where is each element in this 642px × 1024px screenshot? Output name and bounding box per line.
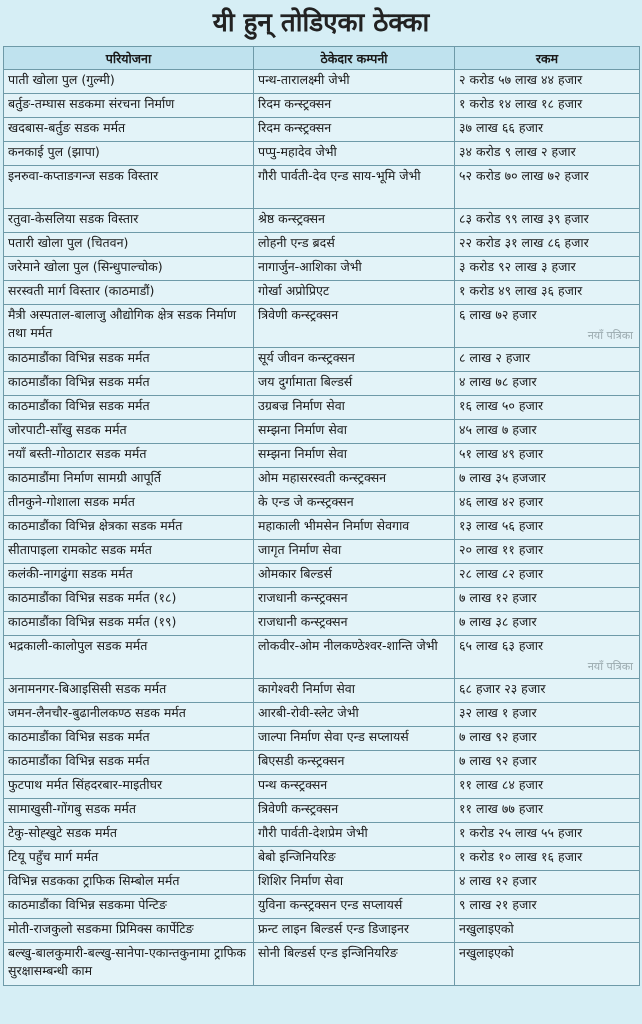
amount-cell: ५१ लाख ४९ हजार — [455, 444, 640, 468]
table-row — [4, 94, 640, 118]
project-cell: तीनकुने-गोशाला सडक मर्मत — [4, 492, 254, 516]
company-cell: त्रिवेणी कन्स्ट्रक्सन — [254, 799, 455, 823]
table-row — [4, 468, 640, 492]
company-cell: गोर्खा अप्रोप्रिएट — [254, 281, 455, 305]
project-cell: टेकु-सोह्खुटे सडक मर्मत — [4, 823, 254, 847]
amount-cell: १ करोड १० लाख १६ हजार — [455, 847, 640, 871]
project-cell: काठमाडौंका विभिन्न सडक मर्मत — [4, 396, 254, 420]
company-cell: गौरी पार्वती-देशप्रेम जेभी — [254, 823, 455, 847]
company-cell: राजधानी कन्स्ट्रक्सन — [254, 588, 455, 612]
project-cell: भद्रकाली-कालोपुल सडक मर्मत — [4, 636, 254, 679]
amount-cell: ७ लाख ९२ हजार — [455, 727, 640, 751]
project-cell: कलंकी-नागढुंगा सडक मर्मत — [4, 564, 254, 588]
page-title: यी हुन् तोडिएका ठेक्का — [212, 8, 430, 38]
amount-cell: ३७ लाख ६६ हजार — [455, 118, 640, 142]
table-row — [4, 305, 640, 348]
amount-cell: ४६ लाख ४२ हजार — [455, 492, 640, 516]
table-row — [4, 233, 640, 257]
amount-cell: ६५ लाख ६३ हजार नयाँ पत्रिका — [455, 636, 640, 679]
amount-cell: १६ लाख ५० हजार — [455, 396, 640, 420]
company-cell: लोकवीर-ओम नीलकण्ठेश्वर-शान्ति जेभी — [254, 636, 455, 679]
table-row — [4, 516, 640, 540]
table-row — [4, 727, 640, 751]
table-row — [4, 372, 640, 396]
project-cell: पाती खोला पुल (गुल्मी) — [4, 70, 254, 94]
table-row — [4, 823, 640, 847]
amount-cell: ७ लाख ३८ हजार — [455, 612, 640, 636]
table-row — [4, 396, 640, 420]
amount-cell: २ करोड ५७ लाख ४४ हजार — [455, 70, 640, 94]
amount-cell: ४ लाख १२ हजार — [455, 871, 640, 895]
project-cell: सामाखुसी-गोंगबु सडक मर्मत — [4, 799, 254, 823]
amount-cell: ३४ करोड ९ लाख २ हजार — [455, 142, 640, 166]
company-cell: पप्पु-महादेव जेभी — [254, 142, 455, 166]
project-cell: जरेमाने खोला पुल (सिन्धुपाल्चोक) — [4, 257, 254, 281]
company-cell: जाल्पा निर्माण सेवा एन्ड सप्लायर्स — [254, 727, 455, 751]
company-cell: जय दुर्गामाता बिल्डर्स — [254, 372, 455, 396]
table-row — [4, 612, 640, 636]
amount-cell: ७ लाख १२ हजार — [455, 588, 640, 612]
amount-cell: १ करोड ४९ लाख ३६ हजार — [455, 281, 640, 305]
table-row — [4, 492, 640, 516]
project-cell: सरस्वती मार्ग विस्तार (काठमाडौं) — [4, 281, 254, 305]
table-row — [4, 209, 640, 233]
project-cell: विभिन्न सडकका ट्राफिक सिम्बोल मर्मत — [4, 871, 254, 895]
table-row — [4, 703, 640, 727]
company-cell: बेबो इन्जिनियरिङ — [254, 847, 455, 871]
company-cell: गौरी पार्वती-देव एन्ड साय-भूमि जेभी — [254, 166, 455, 209]
project-cell: बर्तुङ-तम्घास सडकमा संरचना निर्माण — [4, 94, 254, 118]
contracts-table — [3, 46, 640, 986]
project-cell: काठमाडौंका विभिन्न क्षेत्रका सडक मर्मत — [4, 516, 254, 540]
table-row — [4, 281, 640, 305]
amount-cell: १ करोड १४ लाख १८ हजार — [455, 94, 640, 118]
table-row — [4, 775, 640, 799]
company-cell: श्रेष्ठ कन्स्ट्रक्सन — [254, 209, 455, 233]
amount-cell: २८ लाख ८२ हजार — [455, 564, 640, 588]
amount-cell: नखुलाइएको — [455, 943, 640, 986]
table-header-row — [4, 47, 640, 70]
project-cell: रतुवा-केसलिया सडक विस्तार — [4, 209, 254, 233]
table-row — [4, 540, 640, 564]
amount-cell: ११ लाख ८४ हजार — [455, 775, 640, 799]
amount-cell: २० लाख ११ हजार — [455, 540, 640, 564]
table-row — [4, 564, 640, 588]
amount-cell: नखुलाइएको — [455, 919, 640, 943]
amount-cell: १ करोड २५ लाख ५५ हजार — [455, 823, 640, 847]
table-row — [4, 636, 640, 679]
company-cell: शिशिर निर्माण सेवा — [254, 871, 455, 895]
amount-cell: ८३ करोड ९९ लाख ३९ हजार — [455, 209, 640, 233]
company-cell: लोहनी एन्ड ब्रदर्स — [254, 233, 455, 257]
company-cell: रिदम कन्स्ट्रक्सन — [254, 118, 455, 142]
company-cell: सम्झना निर्माण सेवा — [254, 420, 455, 444]
table-row — [4, 679, 640, 703]
company-cell: पन्थ कन्स्ट्रक्सन — [254, 775, 455, 799]
company-cell: राजधानी कन्स्ट्रक्सन — [254, 612, 455, 636]
company-cell: कागेश्वरी निर्माण सेवा — [254, 679, 455, 703]
project-cell: काठमाडौंमा निर्माण सामग्री आपूर्ति — [4, 468, 254, 492]
project-cell: काठमाडौंका विभिन्न सडक मर्मत (१८) — [4, 588, 254, 612]
project-cell: सीतापाइला रामकोट सडक मर्मत — [4, 540, 254, 564]
project-cell: मोती-राजकुलो सडकमा प्रिमिक्स कार्पेटिङ — [4, 919, 254, 943]
company-cell: महाकाली भीमसेन निर्माण सेवगाव — [254, 516, 455, 540]
company-cell: के एन्ड जे कन्स्ट्रक्सन — [254, 492, 455, 516]
project-cell: फुटपाथ मर्मत सिंहदरबार-माइतीघर — [4, 775, 254, 799]
amount-cell: ६८ हजार २३ हजार — [455, 679, 640, 703]
project-cell: काठमाडौंका विभिन्न सडक मर्मत (१९) — [4, 612, 254, 636]
project-cell: जमन-लैनचौर-बुढानीलकण्ठ सडक मर्मत — [4, 703, 254, 727]
company-cell: युविना कन्स्ट्रक्सन एन्ड सप्लायर्स — [254, 895, 455, 919]
project-cell: काठमाडौंका विभिन्न सडक मर्मत — [4, 751, 254, 775]
table-row — [4, 444, 640, 468]
company-cell: ओमकार बिल्डर्स — [254, 564, 455, 588]
watermark: नयाँ पत्रिका — [587, 660, 633, 673]
project-cell: जोरपाटी-साँखु सडक मर्मत — [4, 420, 254, 444]
amount-cell: २२ करोड ३१ लाख ८६ हजार — [455, 233, 640, 257]
project-cell: काठमाडौंका विभिन्न सडक मर्मत — [4, 727, 254, 751]
amount-cell: ४५ लाख ७ हजार — [455, 420, 640, 444]
company-cell: पन्थ-तारालक्ष्मी जेभी — [254, 70, 455, 94]
header-company: ठेकेदार कम्पनी — [254, 47, 455, 70]
project-cell: कनकाई पुल (झापा) — [4, 142, 254, 166]
company-cell: त्रिवेणी कन्स्ट्रक्सन — [254, 305, 455, 348]
project-cell: नयाँ बस्ती-गोठाटार सडक मर्मत — [4, 444, 254, 468]
amount-cell: ३ करोड ९२ लाख ३ हजार — [455, 257, 640, 281]
company-cell: सूर्य जीवन कन्स्ट्रक्सन — [254, 348, 455, 372]
project-cell: मैत्री अस्पताल-बालाजु औद्योगिक क्षेत्र सडक निर्माण तथा मर्मत — [4, 305, 254, 348]
amount-cell: ९ लाख २१ हजार — [455, 895, 640, 919]
company-cell: फ्रन्ट लाइन बिल्डर्स एन्ड डिजाइनर — [254, 919, 455, 943]
header-amount: रकम — [455, 47, 640, 70]
project-cell: पतारी खोला पुल (चितवन) — [4, 233, 254, 257]
project-cell: काठमाडौंका विभिन्न सडक मर्मत — [4, 372, 254, 396]
table-row — [4, 118, 640, 142]
amount-cell: ५२ करोड ७० लाख ७२ हजार — [455, 166, 640, 209]
table-row — [4, 420, 640, 444]
table-row — [4, 919, 640, 943]
table-row — [4, 166, 640, 209]
header-project: परियोजना — [4, 47, 254, 70]
project-cell: टियू पहुँच मार्ग मर्मत — [4, 847, 254, 871]
table-body — [4, 70, 640, 986]
table-row — [4, 847, 640, 871]
table-row — [4, 257, 640, 281]
project-cell: काठमाडौंका विभिन्न सडकमा पेन्टिङ — [4, 895, 254, 919]
project-cell: खदबास-बर्तुङ सडक मर्मत — [4, 118, 254, 142]
company-cell: नागार्जुन-आशिका जेभी — [254, 257, 455, 281]
amount-cell: ७ लाख ३५ हजजार — [455, 468, 640, 492]
table-row — [4, 799, 640, 823]
watermark: नयाँ पत्रिका — [587, 329, 633, 342]
project-cell: काठमाडौंका विभिन्न सडक मर्मत — [4, 348, 254, 372]
company-cell: ओम महासरस्वती कन्स्ट्रक्सन — [254, 468, 455, 492]
table-row — [4, 871, 640, 895]
company-cell: जागृत निर्माण सेवा — [254, 540, 455, 564]
project-cell: इनरुवा-कप्ताङगन्ज सडक विस्तार — [4, 166, 254, 209]
project-cell: अनामनगर-बिआइसिसी सडक मर्मत — [4, 679, 254, 703]
contracts-page — [3, 0, 639, 1024]
amount-cell: ४ लाख ७८ हजार — [455, 372, 640, 396]
table-row — [4, 751, 640, 775]
amount-cell: ३२ लाख १ हजार — [455, 703, 640, 727]
company-cell: सोनी बिल्डर्स एन्ड इन्जिनियरिङ — [254, 943, 455, 986]
table-row — [4, 588, 640, 612]
amount-cell: ७ लाख ९२ हजार — [455, 751, 640, 775]
table-row — [4, 943, 640, 986]
company-cell: बिएसडी कन्स्ट्रक्सन — [254, 751, 455, 775]
table-row — [4, 142, 640, 166]
amount-cell: ६ लाख ७२ हजार नयाँ पत्रिका — [455, 305, 640, 348]
table-row — [4, 70, 640, 94]
table-row — [4, 895, 640, 919]
amount-cell: ११ लाख ७७ हजार — [455, 799, 640, 823]
company-cell: आरबी-रोवी-स्लेट जेभी — [254, 703, 455, 727]
company-cell: रिदम कन्स्ट्रक्सन — [254, 94, 455, 118]
project-cell: बल्खु-बालकुमारी-बल्खु-सानेपा-एकान्तकुनामा ट्राफिक सुरक्षासम्बन्धी काम — [4, 943, 254, 986]
amount-cell: ८ लाख २ हजार — [455, 348, 640, 372]
table-row — [4, 348, 640, 372]
company-cell: सम्झना निर्माण सेवा — [254, 444, 455, 468]
company-cell: उग्रबज्र निर्माण सेवा — [254, 396, 455, 420]
amount-cell: १३ लाख ५६ हजार — [455, 516, 640, 540]
